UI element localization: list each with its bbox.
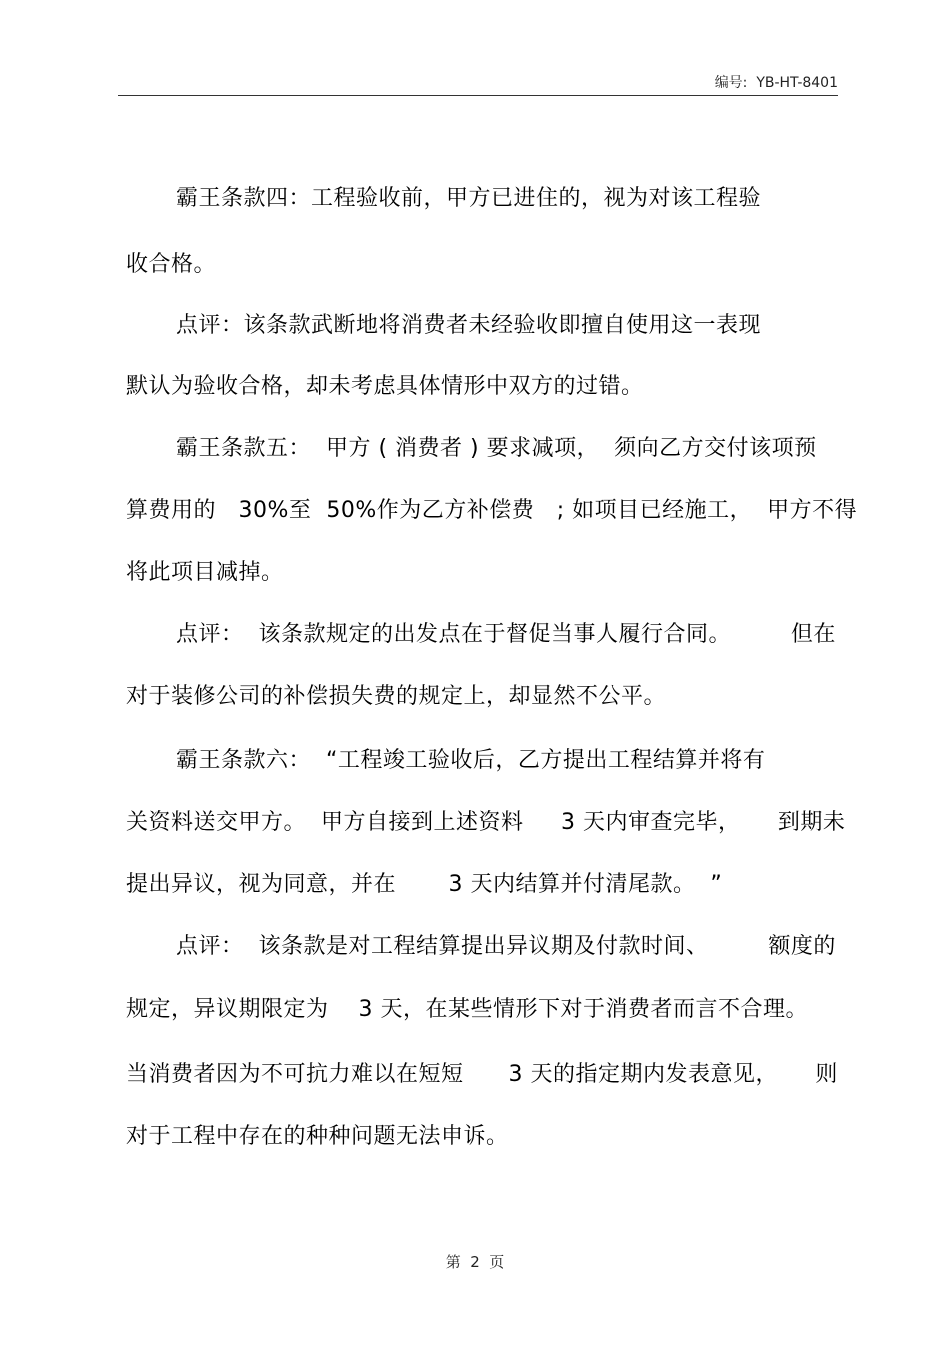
document-code-label: 编号: <box>714 75 748 91</box>
paragraph-line: 霸王条款六： “工程竣工验收后，乙方提出工程结算并将有 <box>176 748 766 773</box>
paragraph-line: 默认为验收合格，却未考虑具体情形中双方的过错。 <box>126 374 644 399</box>
paragraph-line: 提出异议，视为同意，并在 3 天内结算并付清尾款。 ” <box>126 872 723 897</box>
paragraph-line: 当消费者因为不可抗力难以在短短 3 天的指定期内发表意见， 则 <box>126 1062 838 1087</box>
paragraph-line: 对于装修公司的补偿损失费的规定上，却显然不公平。 <box>126 684 667 709</box>
document-code-header <box>715 72 838 92</box>
paragraph-line: 规定，异议期限定为 3 天，在某些情形下对于消费者而言不合理。 <box>126 997 808 1022</box>
paragraph-line: 算费用的 30%至 50%作为乙方补偿费 ; 如项目已经施工， 甲方不得 <box>126 498 858 523</box>
paragraph-line: 点评：该条款武断地将消费者未经验收即擅自使用这一表现 <box>176 313 762 338</box>
paragraph-line: 点评： 该条款是对工程结算提出异议期及付款时间、 额度的 <box>176 934 836 959</box>
paragraph-line: 点评： 该条款规定的出发点在于督促当事人履行合同。 但在 <box>176 622 836 647</box>
paragraph-line: 收合格。 <box>126 252 217 277</box>
header-divider <box>118 95 838 96</box>
document-code-value: YB-HT-8401 <box>756 75 838 91</box>
paragraph-line: 霸王条款五： 甲方 ( 消费者 ) 要求减项， 须向乙方交付该项预 <box>176 436 817 461</box>
paragraph-line: 将此项目减掉。 <box>126 560 284 585</box>
page-number: 第 2 页 <box>445 1253 505 1271</box>
paragraph-line: 霸王条款四：工程验收前，甲方已进住的，视为对该工程验 <box>176 186 762 211</box>
paragraph-line: 关资料送交甲方。 甲方自接到上述资料 3 天内审查完毕， 到期未 <box>126 810 846 835</box>
paragraph-line: 对于工程中存在的种种问题无法申诉。 <box>126 1124 509 1149</box>
